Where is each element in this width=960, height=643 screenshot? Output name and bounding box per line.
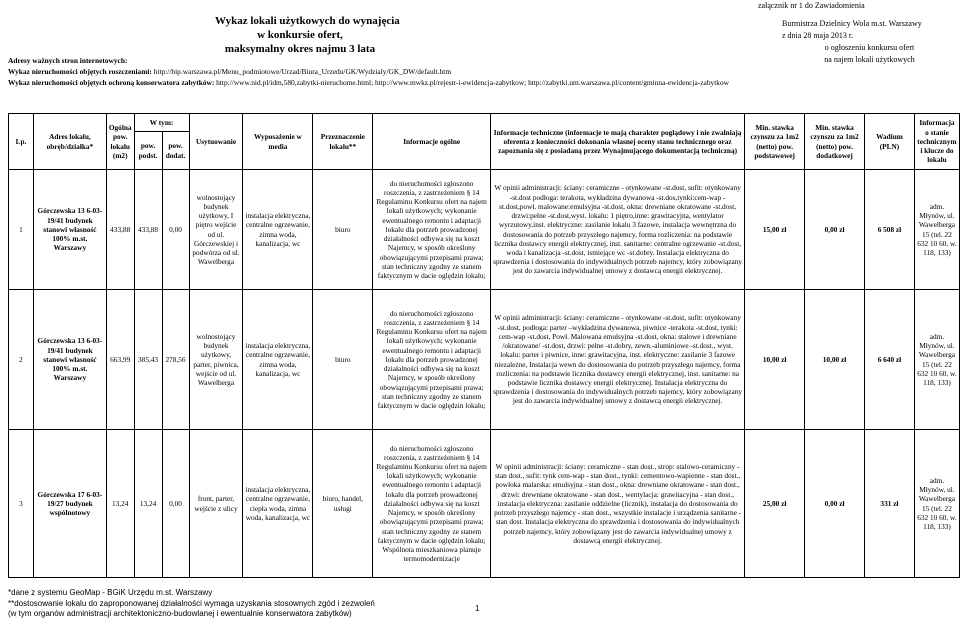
links-heading: Adresy ważnych stron internetowych: xyxy=(8,56,128,65)
cell-area-total: 13,24 xyxy=(106,430,134,578)
cell-deposit: 6 640 zł xyxy=(865,290,915,430)
footnote-1: *dane z systemu GeoMap - BGiK Urzędu m.st. Warszawy xyxy=(8,588,213,597)
cell-lp: 1 xyxy=(9,170,34,290)
cell-general: do nieruchomości zgłoszono roszczenia, z zastrzeżeniem § 14 Regulaminu Konkursu ofert na najem lokali użytkowych; wykonanie ewentualnego remontu i adaptacji lokalu dla potrzeb prowadzonej działalności odbywa się na koszt Najemcy, w sposób określony obowiązującymi przepisami prawa; stan techniczny zgodny ze stanem faktycznym w dacie oględzin lokalu; Wspólnota mieszkaniowa planuje termomodernizacje xyxy=(373,430,491,578)
header-equipment: Wyposażenie w media xyxy=(243,114,313,170)
cell-keys: adm. Młynów, ul. Wawelberga 15 (tel. 22 632 10 60, w. 118, 133) xyxy=(914,170,959,290)
title-line-1: Wykaz lokali użytkowych do wynajęcia xyxy=(215,15,400,27)
cell-rate-main: 15,00 zł xyxy=(745,170,805,290)
header-area-total: Ogólna pow. lokalu (m2) xyxy=(106,114,134,170)
cell-purpose: biuro, handel, usługi xyxy=(313,430,373,578)
table-row xyxy=(9,430,960,578)
header-w-tym: W tym: xyxy=(134,114,189,132)
table-row xyxy=(9,290,960,430)
cell-address: Górczewska 13 6-03-19/41 budynek stanowi własność 100% m.st. Warszawy xyxy=(33,290,106,430)
title-line-3: maksymalny okres najmu 3 lata xyxy=(224,43,376,55)
cell-rate-main: 25,00 zł xyxy=(745,430,805,578)
header-area-extra: pow. dodat. xyxy=(162,132,189,170)
cell-keys: adm. Młynów, ul. Wawelberga 15 (tel. 22 632 10 60, w. 118, 133) xyxy=(914,430,959,578)
cell-general: do nieruchomości zgłoszono roszczenia, z zastrzeżeniem § 14 Regulaminu Konkursu ofert na najem lokali użytkowych; wykonanie ewentualnego remontu i adaptacji lokalu dla potrzeb prowadzonej działalności odbywa się na koszt Najemcy, w sposób określony obowiązującymi przepisami prawa; stan techniczny zgodny ze stanem faktycznym w dacie oględzin lokalu; xyxy=(373,170,491,290)
notice-line-1: o ogłoszeniu konkursu ofert xyxy=(824,43,915,52)
header-rate-extra: Min. stawka czynszu za 1m2 (netto) pow. dodatkowej xyxy=(805,114,865,170)
page-number: 1 xyxy=(475,604,480,613)
header-rate-main: Min. stawka czynszu za 1m2 (netto) pow. podstawowej xyxy=(745,114,805,170)
cell-location: front, parter, wejście z ulicy xyxy=(189,430,243,578)
cell-lp: 3 xyxy=(9,430,34,578)
cell-area-extra: 0,00 xyxy=(162,170,189,290)
date-label: z dnia 28 maja 2013 r. xyxy=(782,31,854,40)
cell-general: do nieruchomości zgłoszono roszczenia, z zastrzeżeniem § 14 Regulaminu Konkursu ofert na najem lokali użytkowych; wykonanie ewentualnego remontu i adaptacji lokalu dla potrzeb prowadzonej działalności odbywa się na koszt Najemcy, w sposób określony obowiązującymi przepisami prawa; stan techniczny zgodny ze stanem faktycznym w dacie oględzin lokalu; xyxy=(373,290,491,430)
links-line2-label: Wykaz nieruchomości objętych ochroną konserwatora zabytków: xyxy=(8,78,215,87)
links-line2-url[interactable]: http://www.nid.pl/idm,580,zabytki-nieruchome.html; http://www.mwkz.pl/rejestr-i-ewidencja-zabytkow; http://zabytki.um.warszawa.pl/content/gminna-ewidencja-zabytkow xyxy=(216,78,729,87)
cell-rate-main: 10,00 zł xyxy=(745,290,805,430)
cell-location: wolnostojący budynek użytkowy, parter, piwnica, wejście od ul. Wawelberga xyxy=(189,290,243,430)
footnotes xyxy=(8,588,375,620)
cell-area-total: 433,88 xyxy=(106,170,134,290)
cell-location: wolnostojący budynek użytkowy, I piętro wejście od ul. Górczewskiej i podwórza od ul. Wawelberga xyxy=(189,170,243,290)
footnote-3: (w tym organów administracji architektoniczno-budowlanej i ewentualnie konserwatora zabytków) xyxy=(8,609,352,618)
cell-area-main: 13,24 xyxy=(134,430,162,578)
cell-lp: 2 xyxy=(9,290,34,430)
cell-keys: adm. Młynów, ul. Wawelberga 15 (tel. 22 632 10 60, w. 118, 133) xyxy=(914,290,959,430)
header-location: Usytuowanie xyxy=(189,114,243,170)
footnote-2: **dostosowanie lokalu do zaproponowanej działalności wymaga uzyskania stosownych zgód i zezwoleń xyxy=(8,598,375,608)
premises-table xyxy=(8,113,960,578)
cell-purpose: biuro xyxy=(313,170,373,290)
header-keys: Informacja o stanie technicznym i klucze do lokalu xyxy=(914,114,959,170)
table-row xyxy=(9,170,960,290)
header-general: Informacje ogólne xyxy=(373,114,491,170)
cell-rate-extra: 0,00 zł xyxy=(805,430,865,578)
cell-address: Górczewska 17 6-03-19/27 budynek wspólnotowy xyxy=(33,430,106,578)
cell-equipment: instalacja elektryczna, centralne ogrzewanie, ciepła woda, zimna woda, kanalizacja, wc xyxy=(243,430,313,578)
cell-rate-extra: 0,00 zł xyxy=(805,170,865,290)
cell-area-total: 663,99 xyxy=(106,290,134,430)
cell-equipment: instalacja elektryczna, centralne ogrzewanie, zimna woda, kanalizacja, wc xyxy=(243,290,313,430)
cell-deposit: 331 zł xyxy=(865,430,915,578)
cell-area-extra: 278,56 xyxy=(162,290,189,430)
cell-area-main: 433,88 xyxy=(134,170,162,290)
header-row xyxy=(9,114,960,132)
attachment-header xyxy=(757,0,957,66)
header-technical: Informacje techniczne (informacje te mają charakter poglądowy i nie zwalniają oferenta z konieczności dokonania własnej oceny stanu technicznego oraz zapoznania się z posiadaną przez Wynajmującego dokumentacją techniczną) xyxy=(491,114,745,170)
notice-line-2: na najem lokali użytkowych xyxy=(824,55,915,64)
attachment-label: załącznik nr 1 do Zawiadomienia xyxy=(758,1,865,10)
links-section xyxy=(8,55,729,88)
document-title xyxy=(215,14,400,56)
cell-purpose: biuro xyxy=(313,290,373,430)
header-deposit: Wadium (PLN) xyxy=(865,114,915,170)
links-line1-url[interactable]: http://bip.warszawa.pl/Menu_podmiotowe/Urzad/Biura_Urzedu/GK/Wydzialy/GK_DW/default.htm xyxy=(153,67,452,76)
cell-rate-extra: 10,00 zł xyxy=(805,290,865,430)
header-area-main: pow. podst. xyxy=(134,132,162,170)
cell-area-main: 385,43 xyxy=(134,290,162,430)
cell-technical: W opinii administracji: ściany: ceramiczne - otynkowane -st.dost, sufit: otynkowany -st.dost podłoga: terakota, wykładzina dywanowa -st.dos,tynki:cem-wap -st.dost,powł. malowane:emulsyjna -st.dost, okna: drewniane okratowane -st.dost, drzwi:pełne -st.dost,wyst. lokalu: 1 piętro,inne: grawitacyjna, wentylator wyrzutowy,inst. elektryczne: zasilanie lokalu 3 fazowe, instalacja wewnętrzna do dostosowania do potrzeb przyszłego najemcy, forma rozliczenia: na podstawie licznika dostawcy energii elektrycznej, inst. sanitarne: centralne ogrzewanie -st.dost, woda i kanalizacja -st.dost, istniejące wc -st.dobry. Instalacja elektryczna do sprawdzenia i dostosowania do indywidualnych potrzeb najemcy, który zobowiązany jest do zawarcia indywidualnej umowy z dostawcą energii elektrycznej. xyxy=(491,170,745,290)
links-line1-label: Wykaz nieruchomości objętych roszczeniami: xyxy=(8,67,152,76)
authority-label: Burmistrza Dzielnicy Wola m.st. Warszawy xyxy=(782,19,922,28)
header-address: Adres lokalu, obręb/działka* xyxy=(33,114,106,170)
cell-address: Górczewska 13 6-03-19/41 budynek stanowi własność 100% m.st. Warszawy xyxy=(33,170,106,290)
header-lp: Lp. xyxy=(9,114,34,170)
title-line-2: w konkursie ofert, xyxy=(257,29,343,41)
header-purpose: Przeznaczenie lokalu** xyxy=(313,114,373,170)
cell-technical: W opinii administracji: ściany: ceramiczne - otynkowane -st.dost, sufit: otynkowany -st.dost, podłoga: parter –wykładzina dywanowa, piwnice -terakota -st.dost, tynki: cem-wap -st.dost, Powł. Malowana emulsyjna -st.dost, okna: stalowe i drewniane /okratowane/ -st.dost, drzwi: pełne -st.dobry, zewn.-aluminiowe -st.dost., wyst. lokalu: parter i piwnice, inne: grawitacyjna, inst. elektryczne: zasilanie 3 fazowe niezależne, Instalacja wewn do dostosowania do potrzeb przyszłego najemcy, forma rozliczenia: na podstawie licznika dostawcy energii elektrycznej, inst. sanitarne: na podstawie licznika dostawcy energii elektrycznej. Instalacja elektryczna do sprawdzenia i dostosowania do indywidualnych potrzeb najemcy, który zobowiązany jest do zawarcia indywidualnej umowy z dostawcą energii elektrycznej. xyxy=(491,290,745,430)
cell-area-extra: 0,00 xyxy=(162,430,189,578)
cell-deposit: 6 508 zł xyxy=(865,170,915,290)
cell-technical: W opinii administracji: ściany: ceramiczne - stan dost., strop: stalowo-ceramiczny - stan dost., sufit: tynk cem-wap - stan dost., tynki: cementowo-wapienne - stan dost., powłoka malarska: emulsyjna - stan dost., okna: drewniane okratowane - stan dost., drzwi: drewniane okratowane - stan dost., wentylacja: grawitacyjna - stan dost., instalacja elektryczna: zasilanie oddzielne (licznik), instalacja do dostosowania do potrzeb przyszłego najemcy - stan dost., wszystkie instalacje i urządzenia sanitarne - stan dost. Instalacja elektryczna do sprawdzenia i dostosowania do indywidualnych potrzeb najemcy, który zobowiązany jest do zawarcia indywidualnej umowy z dostawcą energii elektrycznej. xyxy=(491,430,745,578)
cell-equipment: instalacja elektryczna, centralne ogrzewanie, zimna woda, kanalizacja, wc xyxy=(243,170,313,290)
